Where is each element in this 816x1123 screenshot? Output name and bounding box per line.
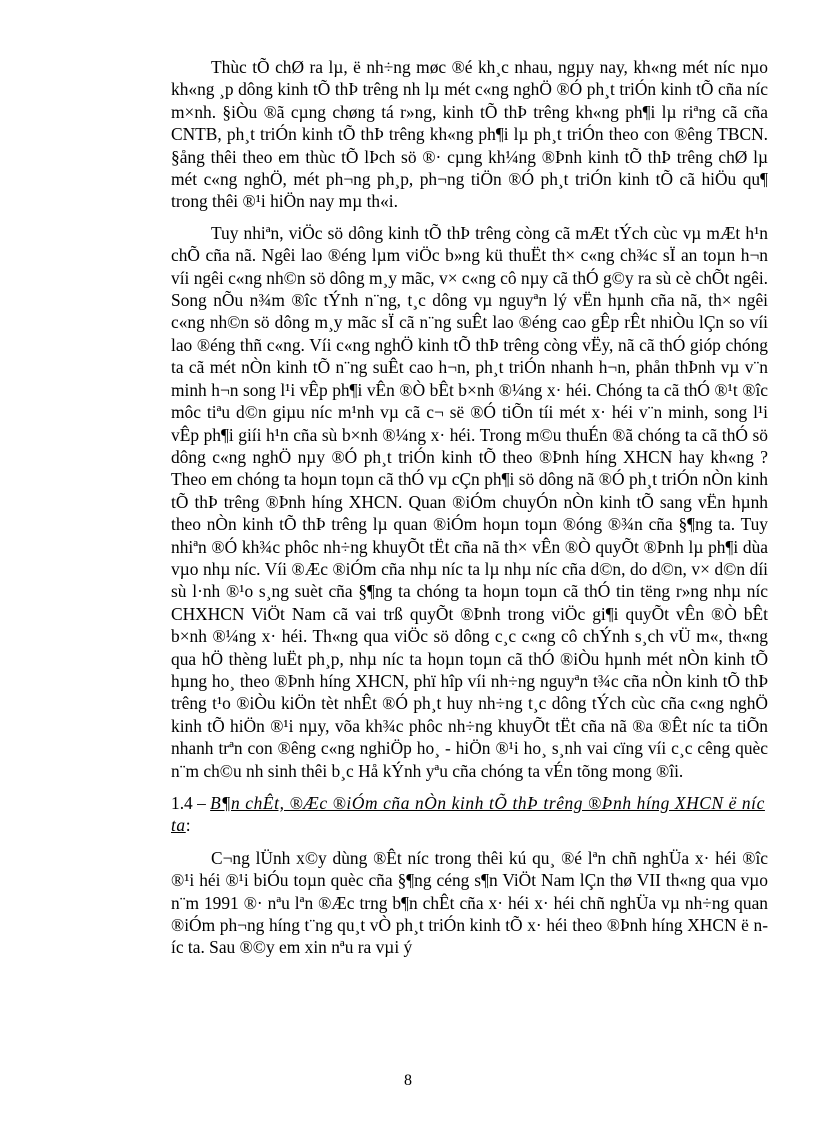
section-number: 1.4 – — [171, 793, 206, 813]
paragraph-3: C¬ng lÜnh x©y dùng ®Êt níc trong thêi kú qu¸ ®é lªn chñ nghÜa x· héi ®îc ®¹i héi ®¹i biÓu toµn quèc cña §¶ng céng s¶n ViÖt Nam lÇn thø VII th«ng qua vµo n¨m 1991 ®· nªu lªn ®Æc trng b¶n chÊt cña x· héi x· héi chñ nghÜa vµ nh÷ng quan ®iÓm ph¬ng híng t¨ng qu¸t vÒ ph¸t triÓn kinh tÕ x· héi theo ®Þnh híng XHCN ë níc ta. Sau ®©y em xin nªu ra vµi ý — [171, 847, 768, 958]
paragraph-2: Tuy nhiªn, viÖc sö dông kinh tÕ thÞ trêng còng cã mÆt tÝch cùc vµ mÆt h¹n chÕ cña nã. Ngêi lao ®éng lµm viÖc b»ng kü thuËt th× c«ng ch¾c sÏ an toµn h¬n víi ngêi c«ng nh©n sö dông m¸y mãc, v× c«ng cô nµy cã thÓ g©y ra sù cè chÕt ngêi. Song nÕu n¾m ®îc tÝnh n¨ng, t¸c dông vµ nguyªn lý vËn hµnh cña nã, th× ngêi c«ng nh©n sö dông m¸y mãc sÏ cã n¨ng suÊt lao ®éng cao gÊp rÊt nhiÒu lÇn so víi lao ®éng thñ c«ng. Víi c«ng nghÖ kinh tÕ thÞ trêng còng vËy, nã cã thÓ gióp chóng ta cã mét nÒn kinh tÕ n¨ng suÊt cao h¬n, ph¸t triÓn nhanh h¬n, phån thÞnh vµ v¨n minh h¬n song l¹i vÊp ph¶i vÊn ®Ò bÊt b×nh ®¼ng x· héi. Chóng ta cã thÓ ®¹t ®îc môc tiªu d©n giµu níc m¹nh vµ cã c¬ së ®Ó tiÕn tíi mét x· héi v¨n minh, song l¹i vÊp ph¶i giíi h¹n cña sù b×nh ®¼ng x· héi. Trong m©u thuÉn ®ã chóng ta cã thÓ sö dông c«ng nghÖ nµy ®Ó ph¸t triÓn kinh tÕ theo ®Þnh híng XHCN hay kh«ng ? Theo em chóng ta hoµn toµn cã thÓ vµ cÇn ph¶i sö dông nã ®Ó ph¸t triÓn nÒn kinh tÕ thÞ trêng ®Þnh híng XHCN. Quan ®iÓm chuyÓn nÒn kinh tÕ sang vËn hµnh theo nÒn kinh tÕ thÞ trêng lµ quan ®iÓm hoµn toµn ®óng ®¾n cña §¶ng ta. Tuy nhiªn ®Ó kh¾c phôc nh÷ng khuyÕt tËt cña nã th× vÊn ®Ò quyÕt ®Þnh lµ ph¶i dùa vµo nhµ níc. Víi ®Æc ®iÓm cña nhµ níc ta lµ nhµ níc cña d©n, do d©n, v× d©n díi sù l·nh ®¹o s¸ng suèt cña §¶ng ta chóng ta hoµn toµn cã thÓ tin tëng r»ng nhµ níc CHXHCN ViÖt Nam cã vai trß quyÕt ®Þnh trong viÖc gi¶i quyÕt vÊn ®Ò bÊt b×nh ®¼ng x· héi. Th«ng qua viÖc sö dông c¸c c«ng cô chÝnh s¸ch vÜ m«, th«ng qua hÖ thèng luËt ph¸p, nhµ níc ta hoµn toµn cã thÓ ®iÒu hµnh mét nÒn kinh tÕ hµng ho¸ theo ®Þnh híng XHCN, phï hîp víi nh÷ng nguyªn t¾c cña nÒn kinh tÕ thÞ trêng t¹o ®iÒu kiÖn tèt nhÊt ®Ó ph¸t huy nh÷ng t¸c dông tÝch cùc cña c«ng nghÖ kinh tÕ hiÖn ®¹i nµy, võa kh¾c phôc nh÷ng khuyÕt tËt cña nã ®a ®Êt níc ta tiÕn nhanh trªn con ®êng c«ng nghiÖp ho¸ - hiÖn ®¹i ho¸ s¸nh vai cïng víi c¸c cêng quèc n¨m ch©u nh sinh thêi b¸c Hå kÝnh yªu cña chóng ta vÉn tõng mong ®îi. — [171, 222, 768, 781]
section-title: B¶n chÊt, ®Æc ®iÓm cña nÒn kinh tÕ thÞ trêng ®Þnh híng XHCN ë níc ta — [171, 793, 765, 836]
section-heading — [171, 792, 768, 837]
page-body — [171, 56, 768, 959]
section-title-suffix: : — [185, 815, 191, 836]
paragraph-1: Thùc tÕ chØ ra lµ, ë nh÷ng møc ®é kh¸c nhau, ngµy nay, kh«ng mét níc nµo kh«ng ¸p dông kinh tÕ thÞ trêng nh lµ mét c«ng nghÖ ®Ó ph¸t triÓn kinh tÕ cña níc m×nh. §iÒu ®ã cµng chøng tá r»ng, kinh tÕ thÞ trêng kh«ng ph¶i lµ riªng cã cña CNTB, ph¸t triÓn kinh tÕ thÞ trêng kh«ng ph¶i lµ ph¸t triÓn theo con ®êng TBCN. §ång thêi theo em thùc tÕ lÞch sö ®· cµng kh¼ng ®Þnh kinh tÕ thÞ trêng chØ lµ mét c«ng nghÖ, mét ph¬ng ph¸p, ph¬ng tiÖn ®Ó ph¸t triÓn kinh tÕ cã hiÖu qu¶ trong thêi ®¹i hiÖn nay mµ th«i. — [171, 57, 768, 212]
page-number: 8 — [404, 1072, 412, 1089]
